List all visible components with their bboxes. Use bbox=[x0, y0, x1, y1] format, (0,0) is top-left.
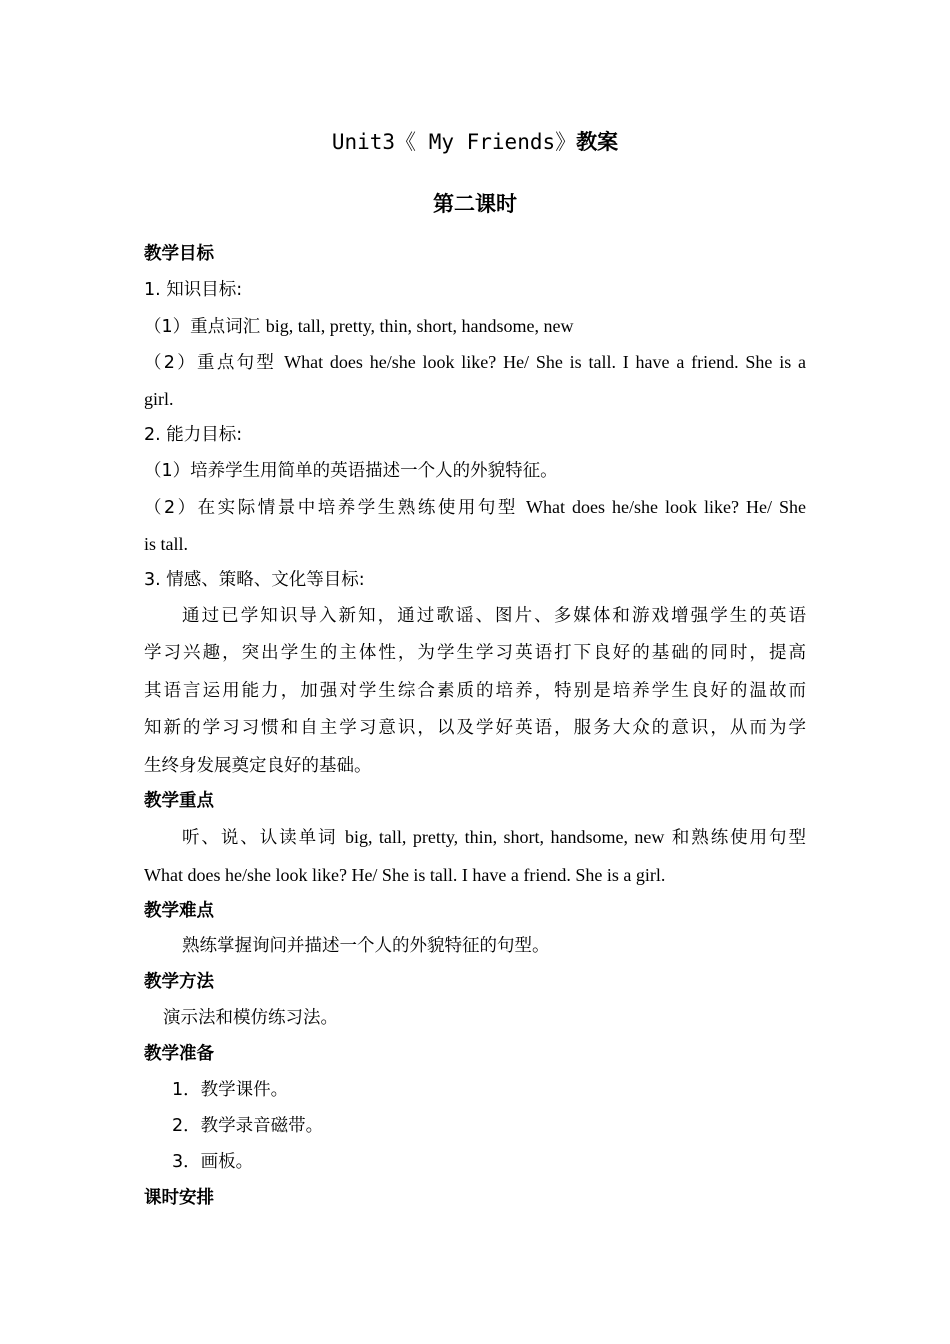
ability-2-cont-text: is tall. bbox=[144, 534, 188, 554]
focus-mid: 和熟练使用句型 bbox=[671, 828, 806, 848]
ability-2 bbox=[144, 495, 806, 520]
vocab-words: big, tall, pretty, thin, short, handsome, new bbox=[265, 316, 574, 336]
heading-difficulty: 教学难点 bbox=[144, 901, 214, 921]
pattern-prefix: （2）重点句型 bbox=[144, 353, 277, 373]
document-title bbox=[144, 126, 806, 156]
ability-1: （1）培养学生用简单的英语描述一个人的外貌特征。 bbox=[144, 461, 558, 481]
pattern-line bbox=[144, 350, 806, 375]
pattern-text: What does he/she look like? He/ She is tall. I have a friend. She is a bbox=[284, 352, 806, 372]
focus-words: big, tall, pretty, thin, short, handsome, new bbox=[344, 827, 665, 847]
ability-2-text: What does he/she look like? He/ She bbox=[525, 497, 806, 517]
emotion-label: 3. 情感、策略、文化等目标: bbox=[144, 570, 365, 590]
ability-label: 2. 能力目标: bbox=[144, 425, 243, 445]
lesson-title: 第二课时 bbox=[433, 192, 517, 216]
prep-item-2: 2．教学录音磁带。 bbox=[172, 1116, 324, 1136]
heading-focus: 教学重点 bbox=[144, 791, 214, 811]
emotion-line-2: 学习兴趣，突出学生的主体性，为学生学习英语打下良好的基础的同时，提高 bbox=[144, 643, 806, 663]
emotion-line-4: 知新的学习习惯和自主学习意识，以及学好英语，服务大众的意识，从而为学 bbox=[144, 718, 806, 738]
ability-2-cont bbox=[144, 532, 806, 557]
pattern-cont-text: girl. bbox=[144, 389, 174, 409]
knowledge-label: 1. 知识目标: bbox=[144, 280, 243, 300]
difficulty-text: 熟练掌握询问并描述一个人的外貌特征的句型。 bbox=[182, 936, 550, 956]
heading-method: 教学方法 bbox=[144, 972, 214, 992]
emotion-line-1: 通过已学知识导入新知，通过歌谣、图片、多媒体和游戏增强学生的英语 bbox=[182, 606, 806, 626]
heading-prep: 教学准备 bbox=[144, 1044, 214, 1064]
focus-line bbox=[182, 825, 806, 850]
focus-cont bbox=[144, 863, 806, 888]
focus-prefix: 听、说、认读单词 bbox=[182, 828, 338, 848]
ability-2-prefix: （2）在实际情景中培养学生熟练使用句型 bbox=[144, 498, 518, 518]
heading-goals: 教学目标 bbox=[144, 244, 214, 264]
vocab-line bbox=[144, 314, 806, 339]
emotion-line-5: 生终身发展奠定良好的基础。 bbox=[144, 756, 372, 776]
method-text: 演示法和模仿练习法。 bbox=[163, 1008, 338, 1028]
prep-item-3: 3．画板。 bbox=[172, 1152, 254, 1172]
pattern-cont bbox=[144, 387, 806, 412]
focus-cont-text: What does he/she look like? He/ She is tall. I have a friend. She is a girl. bbox=[144, 865, 666, 885]
title-suffix: 教案 bbox=[576, 130, 619, 154]
heading-schedule: 课时安排 bbox=[144, 1188, 214, 1208]
emotion-line-3: 其语言运用能力，加强对学生综合素质的培养，特别是培养学生良好的温故而 bbox=[144, 681, 806, 701]
vocab-prefix: （1）重点词汇 bbox=[144, 317, 261, 337]
prep-item-1: 1．教学课件。 bbox=[172, 1080, 289, 1100]
title-unit: Unit3《 My Friends》 bbox=[331, 130, 577, 154]
